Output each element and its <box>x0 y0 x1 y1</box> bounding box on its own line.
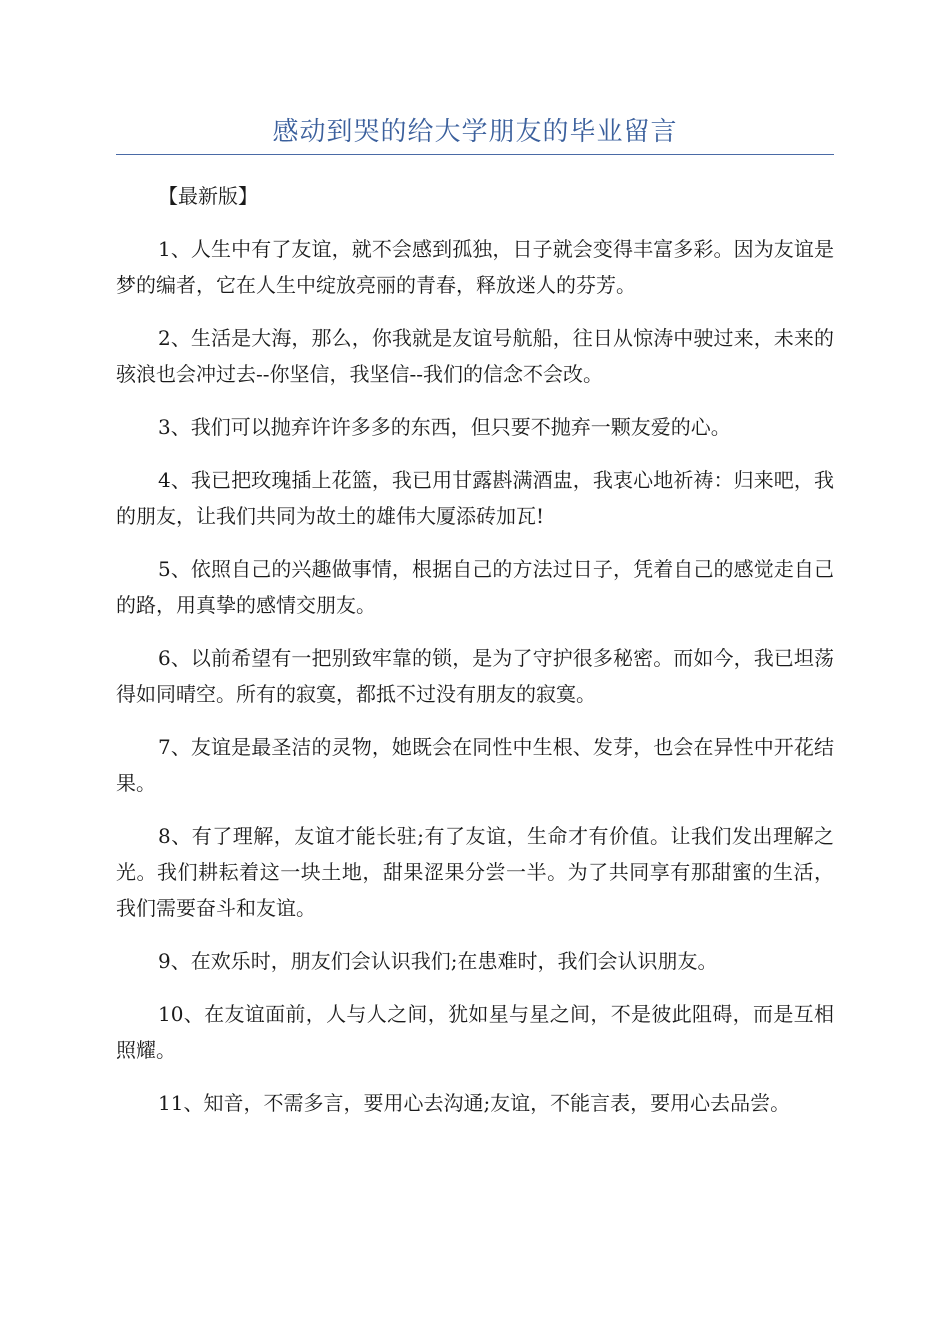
paragraph-9: 9、在欢乐时，朋友们会认识我们;在患难时，我们会认识朋友。 <box>158 949 718 973</box>
paragraph-5: 5、依照自己的兴趣做事情，根据自己的方法过日子，凭着自己的感觉走自己的路，用真挚的感情交朋友。 <box>116 557 834 617</box>
document-title: 感动到哭的给大学朋友的毕业留言 <box>272 117 678 147</box>
paragraph-4: 4、我已把玫瑰插上花篮，我已用甘露斟满酒盅，我衷心地祈祷：归来吧，我的朋友，让我们共同为故土的雄伟大厦添砖加瓦! <box>116 468 834 528</box>
paragraph-1: 1、人生中有了友谊，就不会感到孤独，日子就会变得丰富多彩。因为友谊是梦的编者，它在人生中绽放亮丽的青春，释放迷人的芬芳。 <box>116 237 834 297</box>
document-body <box>116 178 834 1121</box>
paragraph-10: 10、在友谊面前，人与人之间，犹如星与星之间，不是彼此阻碍，而是互相照耀。 <box>116 1002 834 1062</box>
paragraph-3: 3、我们可以抛弃许许多多的东西，但只要不抛弃一颗友爱的心。 <box>158 415 731 439</box>
paragraph-7: 7、友谊是最圣洁的灵物，她既会在同性中生根、发芽，也会在异性中开花结果。 <box>116 735 834 795</box>
paragraph-2: 2、生活是大海，那么，你我就是友谊号航船，往日从惊涛中驶过来，未来的骇浪也会冲过去--你坚信，我坚信--我们的信念不会改。 <box>116 326 834 386</box>
paragraph-8: 8、有了理解，友谊才能长驻;有了友谊，生命才有价值。让我们发出理解之光。我们耕耘着这一块土地，甜果涩果分尝一半。为了共同享有那甜蜜的生活，我们需要奋斗和友谊。 <box>116 824 834 920</box>
paragraph-11: 11、知音，不需多言，要用心去沟通;友谊，不能言表，要用心去品尝。 <box>158 1091 791 1115</box>
paragraph-6: 6、以前希望有一把别致牢靠的锁，是为了守护很多秘密。而如今，我已坦荡得如同晴空。所有的寂寞，都抵不过没有朋友的寂寞。 <box>116 646 834 706</box>
title-underline <box>116 154 834 155</box>
version-tag: 【最新版】 <box>158 184 258 208</box>
